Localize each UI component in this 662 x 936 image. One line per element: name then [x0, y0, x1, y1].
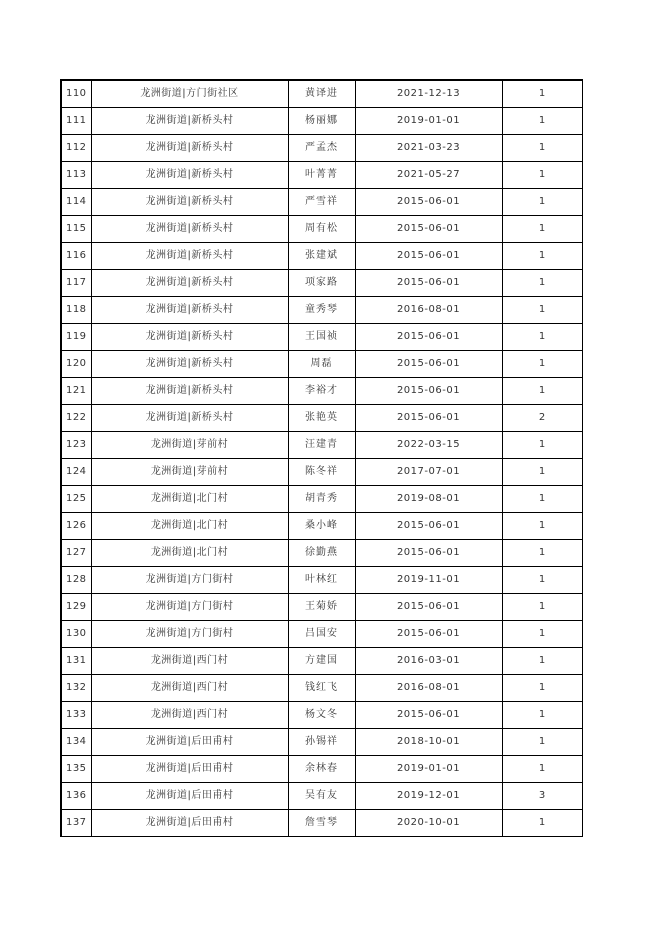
name-cell: 杨丽娜	[288, 108, 355, 135]
count-cell: 1	[502, 513, 582, 540]
date-cell: 2015-06-01	[355, 216, 502, 243]
table-row	[61, 351, 582, 378]
name-cell: 余林春	[288, 756, 355, 783]
date-cell: 2015-06-01	[355, 189, 502, 216]
name-cell: 童秀琴	[288, 297, 355, 324]
row-number-cell: 110	[61, 80, 91, 108]
count-cell: 1	[502, 270, 582, 297]
row-number-cell: 135	[61, 756, 91, 783]
count-cell: 1	[502, 810, 582, 837]
row-number-cell: 130	[61, 621, 91, 648]
count-cell: 1	[502, 135, 582, 162]
date-cell: 2015-06-01	[355, 243, 502, 270]
table-row	[61, 810, 582, 837]
address-cell: 龙洲街道|西门村	[91, 675, 288, 702]
address-cell: 龙洲街道|新桥头村	[91, 162, 288, 189]
count-cell: 1	[502, 729, 582, 756]
count-cell: 1	[502, 567, 582, 594]
count-cell: 1	[502, 378, 582, 405]
row-number-cell: 113	[61, 162, 91, 189]
table-row	[61, 189, 582, 216]
table-row	[61, 459, 582, 486]
name-cell: 张艳英	[288, 405, 355, 432]
row-number-cell: 119	[61, 324, 91, 351]
date-cell: 2022-03-15	[355, 432, 502, 459]
address-cell: 龙洲街道|新桥头村	[91, 243, 288, 270]
name-cell: 周磊	[288, 351, 355, 378]
row-number-cell: 137	[61, 810, 91, 837]
table-row	[61, 270, 582, 297]
date-cell: 2018-10-01	[355, 729, 502, 756]
count-cell: 1	[502, 675, 582, 702]
name-cell: 吴有友	[288, 783, 355, 810]
count-cell: 1	[502, 432, 582, 459]
row-number-cell: 116	[61, 243, 91, 270]
row-number-cell: 133	[61, 702, 91, 729]
address-cell: 龙洲街道|新桥头村	[91, 189, 288, 216]
address-cell: 龙洲街道|新桥头村	[91, 297, 288, 324]
date-cell: 2015-06-01	[355, 270, 502, 297]
address-cell: 龙洲街道|方门街村	[91, 594, 288, 621]
address-cell: 龙洲街道|方门街社区	[91, 80, 288, 108]
table-row	[61, 594, 582, 621]
date-cell: 2015-06-01	[355, 351, 502, 378]
address-cell: 龙洲街道|新桥头村	[91, 324, 288, 351]
name-cell: 桑小峰	[288, 513, 355, 540]
row-number-cell: 134	[61, 729, 91, 756]
name-cell: 孙锡祥	[288, 729, 355, 756]
date-cell: 2021-05-27	[355, 162, 502, 189]
address-cell: 龙洲街道|后田甫村	[91, 729, 288, 756]
date-cell: 2015-06-01	[355, 621, 502, 648]
count-cell: 1	[502, 243, 582, 270]
date-cell: 2019-11-01	[355, 567, 502, 594]
row-number-cell: 112	[61, 135, 91, 162]
date-cell: 2015-06-01	[355, 540, 502, 567]
name-cell: 项家路	[288, 270, 355, 297]
table-row	[61, 702, 582, 729]
row-number-cell: 122	[61, 405, 91, 432]
row-number-cell: 111	[61, 108, 91, 135]
table-row	[61, 243, 582, 270]
table-row	[61, 567, 582, 594]
records-table	[60, 79, 583, 837]
date-cell: 2019-08-01	[355, 486, 502, 513]
table-row	[61, 80, 582, 108]
address-cell: 龙洲街道|后田甫村	[91, 810, 288, 837]
address-cell: 龙洲街道|新桥头村	[91, 108, 288, 135]
name-cell: 方建国	[288, 648, 355, 675]
row-number-cell: 132	[61, 675, 91, 702]
name-cell: 杨文冬	[288, 702, 355, 729]
address-cell: 龙洲街道|新桥头村	[91, 405, 288, 432]
date-cell: 2020-10-01	[355, 810, 502, 837]
name-cell: 詹雪琴	[288, 810, 355, 837]
address-cell: 龙洲街道|西门村	[91, 702, 288, 729]
name-cell: 钱红飞	[288, 675, 355, 702]
name-cell: 陈冬祥	[288, 459, 355, 486]
row-number-cell: 131	[61, 648, 91, 675]
table-row	[61, 297, 582, 324]
date-cell: 2015-06-01	[355, 513, 502, 540]
name-cell: 李裕才	[288, 378, 355, 405]
table-row	[61, 108, 582, 135]
address-cell: 龙洲街道|北门村	[91, 486, 288, 513]
date-cell: 2016-08-01	[355, 675, 502, 702]
address-cell: 龙洲街道|新桥头村	[91, 270, 288, 297]
table-row	[61, 216, 582, 243]
name-cell: 叶林红	[288, 567, 355, 594]
address-cell: 龙洲街道|后田甫村	[91, 783, 288, 810]
name-cell: 叶菁菁	[288, 162, 355, 189]
date-cell: 2015-06-01	[355, 594, 502, 621]
row-number-cell: 127	[61, 540, 91, 567]
count-cell: 1	[502, 540, 582, 567]
count-cell: 1	[502, 621, 582, 648]
table-row	[61, 432, 582, 459]
count-cell: 1	[502, 351, 582, 378]
table-row	[61, 513, 582, 540]
count-cell: 1	[502, 108, 582, 135]
date-cell: 2015-06-01	[355, 378, 502, 405]
row-number-cell: 114	[61, 189, 91, 216]
date-cell: 2021-03-23	[355, 135, 502, 162]
count-cell: 1	[502, 162, 582, 189]
address-cell: 龙洲街道|后田甫村	[91, 756, 288, 783]
table-row	[61, 729, 582, 756]
address-cell: 龙洲街道|新桥头村	[91, 378, 288, 405]
table-row	[61, 621, 582, 648]
address-cell: 龙洲街道|方门街村	[91, 621, 288, 648]
table-row	[61, 675, 582, 702]
name-cell: 吕国安	[288, 621, 355, 648]
address-cell: 龙洲街道|新桥头村	[91, 135, 288, 162]
row-number-cell: 128	[61, 567, 91, 594]
count-cell: 1	[502, 756, 582, 783]
count-cell: 1	[502, 486, 582, 513]
name-cell: 徐勤燕	[288, 540, 355, 567]
row-number-cell: 123	[61, 432, 91, 459]
count-cell: 1	[502, 648, 582, 675]
date-cell: 2019-01-01	[355, 756, 502, 783]
address-cell: 龙洲街道|芽前村	[91, 459, 288, 486]
count-cell: 3	[502, 783, 582, 810]
records-table-body	[61, 80, 582, 837]
name-cell: 严孟杰	[288, 135, 355, 162]
row-number-cell: 136	[61, 783, 91, 810]
row-number-cell: 115	[61, 216, 91, 243]
row-number-cell: 129	[61, 594, 91, 621]
row-number-cell: 117	[61, 270, 91, 297]
address-cell: 龙洲街道|北门村	[91, 513, 288, 540]
row-number-cell: 124	[61, 459, 91, 486]
date-cell: 2015-06-01	[355, 405, 502, 432]
table-row	[61, 405, 582, 432]
count-cell: 1	[502, 324, 582, 351]
name-cell: 黄译进	[288, 80, 355, 108]
name-cell: 周有松	[288, 216, 355, 243]
date-cell: 2016-03-01	[355, 648, 502, 675]
address-cell: 龙洲街道|北门村	[91, 540, 288, 567]
count-cell: 1	[502, 297, 582, 324]
table-row	[61, 378, 582, 405]
records-sheet	[60, 79, 581, 837]
date-cell: 2019-01-01	[355, 108, 502, 135]
name-cell: 王国祯	[288, 324, 355, 351]
date-cell: 2015-06-01	[355, 702, 502, 729]
count-cell: 1	[502, 459, 582, 486]
date-cell: 2015-06-01	[355, 324, 502, 351]
address-cell: 龙洲街道|西门村	[91, 648, 288, 675]
name-cell: 张建斌	[288, 243, 355, 270]
row-number-cell: 118	[61, 297, 91, 324]
date-cell: 2017-07-01	[355, 459, 502, 486]
address-cell: 龙洲街道|新桥头村	[91, 351, 288, 378]
address-cell: 龙洲街道|新桥头村	[91, 216, 288, 243]
address-cell: 龙洲街道|方门街村	[91, 567, 288, 594]
address-cell: 龙洲街道|芽前村	[91, 432, 288, 459]
table-row	[61, 648, 582, 675]
date-cell: 2016-08-01	[355, 297, 502, 324]
count-cell: 2	[502, 405, 582, 432]
row-number-cell: 121	[61, 378, 91, 405]
row-number-cell: 120	[61, 351, 91, 378]
table-row	[61, 135, 582, 162]
name-cell: 胡青秀	[288, 486, 355, 513]
table-row	[61, 162, 582, 189]
date-cell: 2021-12-13	[355, 80, 502, 108]
table-row	[61, 540, 582, 567]
name-cell: 王菊娇	[288, 594, 355, 621]
row-number-cell: 125	[61, 486, 91, 513]
table-row	[61, 324, 582, 351]
count-cell: 1	[502, 702, 582, 729]
table-row	[61, 783, 582, 810]
table-row	[61, 756, 582, 783]
count-cell: 1	[502, 594, 582, 621]
name-cell: 汪建青	[288, 432, 355, 459]
count-cell: 1	[502, 189, 582, 216]
count-cell: 1	[502, 216, 582, 243]
count-cell: 1	[502, 80, 582, 108]
name-cell: 严雪祥	[288, 189, 355, 216]
row-number-cell: 126	[61, 513, 91, 540]
date-cell: 2019-12-01	[355, 783, 502, 810]
table-row	[61, 486, 582, 513]
